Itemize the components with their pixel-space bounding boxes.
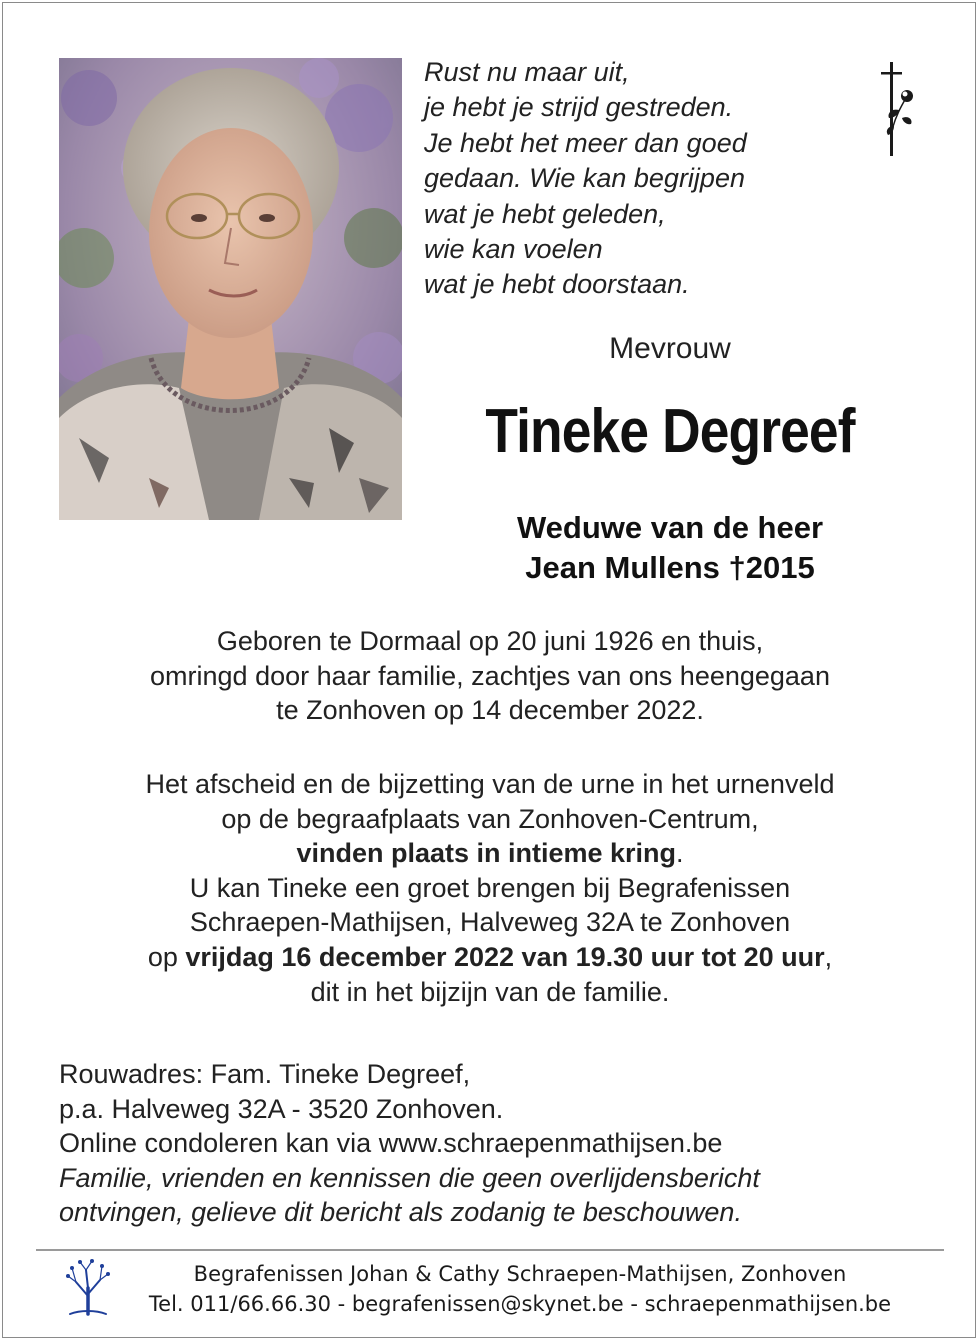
contact-block	[59, 1057, 760, 1230]
paragraph-line: op de begraafplaats van Zonhoven-Centrum,	[221, 803, 759, 834]
poem-line: Je hebt het meer dan goed	[424, 127, 747, 158]
poem-line: Rust nu maar uit,	[424, 57, 630, 87]
portrait-photo	[59, 58, 402, 520]
poem-line: je hebt je strijd gestreden.	[424, 92, 734, 123]
paragraph-line: omringd door haar familie, zachtjes van ons heengegaan	[150, 660, 830, 691]
paragraph-line	[40, 940, 940, 975]
tree-logo-icon	[62, 1258, 114, 1316]
poem-line: gedaan. Wie kan begrijpen	[424, 163, 745, 194]
notice-text: ontvingen, gelieve dit bericht als zodanig te beschouwen.	[59, 1197, 742, 1228]
paragraph-line: U kan Tineke een groet brengen bij Begrafenissen	[189, 872, 791, 903]
cross-with-rose-icon	[872, 60, 922, 160]
poem-line: wie kan voelen	[424, 234, 603, 265]
postal-address: p.a. Halveweg 32A - 3520 Zonhoven.	[59, 1093, 504, 1124]
poem-line: wat je hebt doorstaan.	[424, 269, 690, 300]
widow-line: Jean Mullens †2015	[525, 550, 815, 585]
ceremony-paragraph	[40, 767, 940, 1009]
footer-divider	[36, 1249, 944, 1251]
widow-line: Weduwe van de heer	[516, 510, 824, 545]
birth-death-paragraph	[40, 624, 940, 728]
poem	[424, 55, 864, 303]
notice-text: Familie, vrienden en kennissen die geen overlijdensbericht	[59, 1162, 760, 1193]
funeral-home-contact: Tel. 011/66.66.30 - begrafenissen@skynet.be - schraepenmathijsen.be	[148, 1292, 892, 1316]
mourning-address: Rouwadres: Fam. Tineke Degreef,	[59, 1059, 471, 1089]
punctuation: .	[676, 838, 684, 869]
paragraph-line: dit in het bijzijn van de familie.	[310, 976, 670, 1007]
widow-of	[420, 508, 920, 588]
visit-prefix: op	[147, 941, 186, 972]
funeral-home-name: Begrafenissen Johan & Cathy Schraepen-Mathijsen, Zonhoven	[193, 1262, 847, 1286]
visit-datetime: vrijdag 16 december 2022 van 19.30 uur tot 20 uur	[185, 941, 825, 972]
intimate-circle-text: vinden plaats in intieme kring	[296, 838, 677, 869]
poem-line: wat je hebt geleden,	[424, 198, 666, 229]
punctuation: ,	[824, 941, 833, 972]
online-condolence: Online condoleren kan via www.schraepenmathijsen.be	[59, 1128, 723, 1159]
paragraph-line: Het afscheid en de bijzetting van de urne in het urnenveld	[145, 769, 835, 799]
paragraph-line	[40, 836, 940, 871]
paragraph-line: Geboren te Dormaal op 20 juni 1926 en thuis,	[216, 626, 764, 656]
title-prefix: Mevrouw	[609, 332, 731, 365]
deceased-name: Tineke Degreef	[485, 397, 855, 466]
paragraph-line: te Zonhoven op 14 december 2022.	[276, 695, 704, 726]
paragraph-line: Schraepen-Mathijsen, Halveweg 32A te Zonhoven	[189, 907, 791, 938]
